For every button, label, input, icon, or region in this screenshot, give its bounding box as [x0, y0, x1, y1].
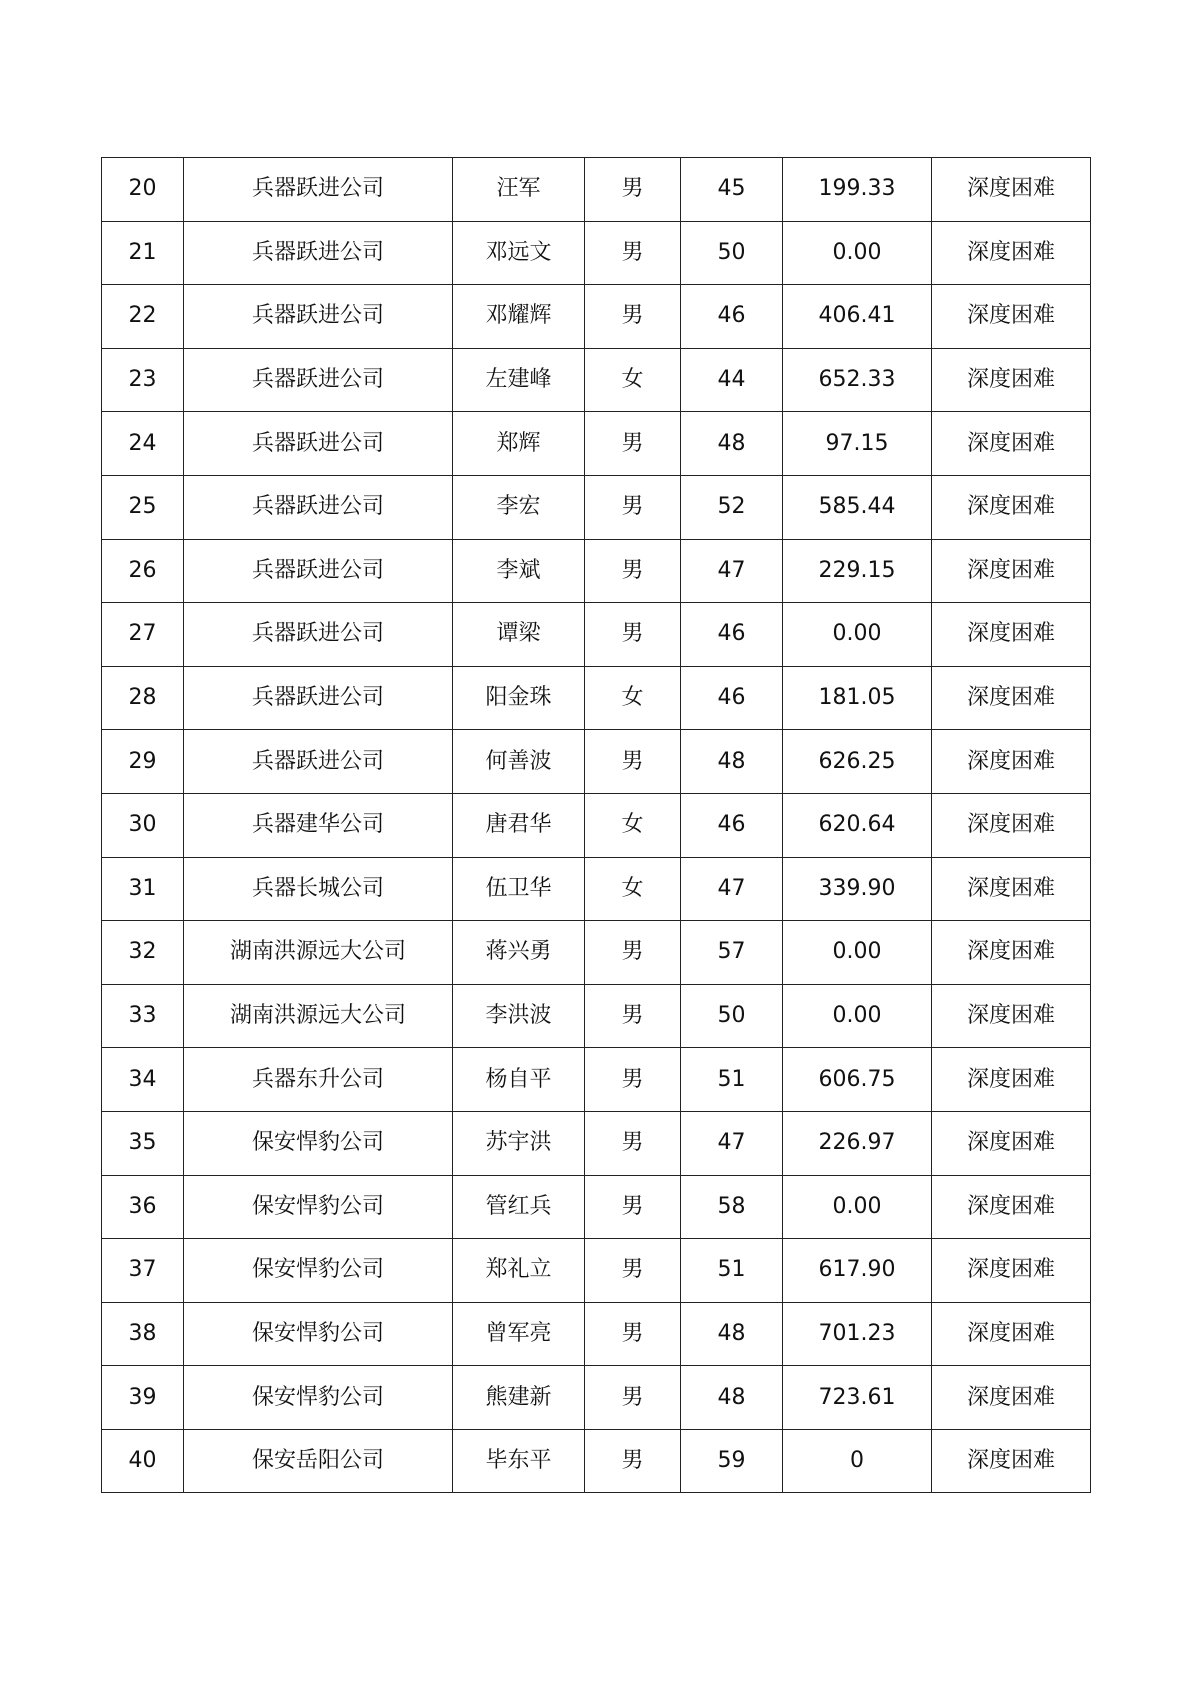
income-cell: 0 [783, 1429, 932, 1493]
hardship-category-cell: 深度困难 [932, 475, 1091, 539]
age-cell: 44 [681, 348, 783, 412]
company-cell: 兵器跃进公司 [184, 285, 453, 349]
person-name-cell: 邓耀辉 [453, 285, 585, 349]
company-cell: 保安岳阳公司 [184, 1429, 453, 1493]
table-row [102, 221, 1091, 285]
row-number-cell: 38 [102, 1302, 184, 1366]
hardship-category-cell: 深度困难 [932, 1302, 1091, 1366]
company-cell: 湖南洪源远大公司 [184, 984, 453, 1048]
gender-cell: 男 [585, 921, 681, 985]
person-name-cell: 郑辉 [453, 412, 585, 476]
gender-cell: 女 [585, 793, 681, 857]
person-name-cell: 熊建新 [453, 1366, 585, 1430]
hardship-category-cell: 深度困难 [932, 1048, 1091, 1112]
hardship-category-cell: 深度困难 [932, 730, 1091, 794]
income-cell: 181.05 [783, 666, 932, 730]
company-cell: 兵器跃进公司 [184, 412, 453, 476]
row-number-cell: 24 [102, 412, 184, 476]
income-cell: 652.33 [783, 348, 932, 412]
table-row [102, 1429, 1091, 1493]
gender-cell: 男 [585, 285, 681, 349]
gender-cell: 男 [585, 730, 681, 794]
table-row [102, 1366, 1091, 1430]
person-name-cell: 管红兵 [453, 1175, 585, 1239]
gender-cell: 男 [585, 1048, 681, 1112]
age-cell: 47 [681, 1111, 783, 1175]
hardship-category-cell: 深度困难 [932, 857, 1091, 921]
row-number-cell: 39 [102, 1366, 184, 1430]
table-row [102, 1111, 1091, 1175]
age-cell: 48 [681, 730, 783, 794]
age-cell: 46 [681, 666, 783, 730]
income-cell: 626.25 [783, 730, 932, 794]
age-cell: 48 [681, 412, 783, 476]
person-name-cell: 苏宇洪 [453, 1111, 585, 1175]
person-name-cell: 阳金珠 [453, 666, 585, 730]
gender-cell: 男 [585, 1111, 681, 1175]
gender-cell: 男 [585, 1302, 681, 1366]
age-cell: 46 [681, 285, 783, 349]
gender-cell: 男 [585, 539, 681, 603]
income-cell: 97.15 [783, 412, 932, 476]
table-row [102, 158, 1091, 222]
income-cell: 339.90 [783, 857, 932, 921]
hardship-category-cell: 深度困难 [932, 221, 1091, 285]
table-row [102, 1048, 1091, 1112]
row-number-cell: 20 [102, 158, 184, 222]
income-cell: 723.61 [783, 1366, 932, 1430]
company-cell: 兵器跃进公司 [184, 221, 453, 285]
gender-cell: 男 [585, 984, 681, 1048]
row-number-cell: 33 [102, 984, 184, 1048]
table-row [102, 857, 1091, 921]
income-cell: 0.00 [783, 221, 932, 285]
row-number-cell: 37 [102, 1239, 184, 1303]
income-cell: 0.00 [783, 984, 932, 1048]
gender-cell: 男 [585, 221, 681, 285]
company-cell: 保安悍豹公司 [184, 1239, 453, 1303]
company-cell: 兵器跃进公司 [184, 348, 453, 412]
gender-cell: 男 [585, 412, 681, 476]
row-number-cell: 27 [102, 603, 184, 667]
hardship-category-cell: 深度困难 [932, 1366, 1091, 1430]
row-number-cell: 25 [102, 475, 184, 539]
gender-cell: 女 [585, 348, 681, 412]
age-cell: 51 [681, 1048, 783, 1112]
row-number-cell: 30 [102, 793, 184, 857]
income-cell: 229.15 [783, 539, 932, 603]
person-name-cell: 伍卫华 [453, 857, 585, 921]
income-cell: 406.41 [783, 285, 932, 349]
table-row [102, 984, 1091, 1048]
row-number-cell: 22 [102, 285, 184, 349]
age-cell: 48 [681, 1302, 783, 1366]
gender-cell: 男 [585, 1429, 681, 1493]
age-cell: 47 [681, 539, 783, 603]
row-number-cell: 28 [102, 666, 184, 730]
income-cell: 0.00 [783, 603, 932, 667]
age-cell: 52 [681, 475, 783, 539]
age-cell: 59 [681, 1429, 783, 1493]
table-row [102, 603, 1091, 667]
company-cell: 兵器跃进公司 [184, 730, 453, 794]
gender-cell: 男 [585, 1239, 681, 1303]
table-row [102, 348, 1091, 412]
person-name-cell: 谭梁 [453, 603, 585, 667]
hardship-category-cell: 深度困难 [932, 539, 1091, 603]
company-cell: 保安悍豹公司 [184, 1302, 453, 1366]
hardship-category-cell: 深度困难 [932, 603, 1091, 667]
row-number-cell: 21 [102, 221, 184, 285]
table-row [102, 539, 1091, 603]
gender-cell: 男 [585, 603, 681, 667]
income-cell: 617.90 [783, 1239, 932, 1303]
age-cell: 46 [681, 793, 783, 857]
hardship-category-cell: 深度困难 [932, 412, 1091, 476]
row-number-cell: 26 [102, 539, 184, 603]
person-name-cell: 唐君华 [453, 793, 585, 857]
income-cell: 0.00 [783, 1175, 932, 1239]
table-row [102, 730, 1091, 794]
hardship-category-cell: 深度困难 [932, 285, 1091, 349]
person-name-cell: 蒋兴勇 [453, 921, 585, 985]
table-row [102, 666, 1091, 730]
age-cell: 58 [681, 1175, 783, 1239]
hardship-category-cell: 深度困难 [932, 921, 1091, 985]
gender-cell: 男 [585, 158, 681, 222]
hardship-category-cell: 深度困难 [932, 1175, 1091, 1239]
person-name-cell: 汪军 [453, 158, 585, 222]
company-cell: 保安悍豹公司 [184, 1366, 453, 1430]
table-row [102, 793, 1091, 857]
row-number-cell: 23 [102, 348, 184, 412]
hardship-category-cell: 深度困难 [932, 793, 1091, 857]
gender-cell: 女 [585, 666, 681, 730]
company-cell: 保安悍豹公司 [184, 1175, 453, 1239]
hardship-roster-table [101, 157, 1091, 1493]
hardship-category-cell: 深度困难 [932, 1111, 1091, 1175]
income-cell: 199.33 [783, 158, 932, 222]
row-number-cell: 35 [102, 1111, 184, 1175]
company-cell: 兵器跃进公司 [184, 539, 453, 603]
person-name-cell: 何善波 [453, 730, 585, 794]
company-cell: 兵器跃进公司 [184, 666, 453, 730]
hardship-category-cell: 深度困难 [932, 158, 1091, 222]
gender-cell: 男 [585, 1366, 681, 1430]
person-name-cell: 曾军亮 [453, 1302, 585, 1366]
row-number-cell: 40 [102, 1429, 184, 1493]
table-row [102, 1302, 1091, 1366]
company-cell: 兵器跃进公司 [184, 603, 453, 667]
income-cell: 226.97 [783, 1111, 932, 1175]
gender-cell: 女 [585, 857, 681, 921]
table-row [102, 475, 1091, 539]
table-row [102, 285, 1091, 349]
person-name-cell: 毕东平 [453, 1429, 585, 1493]
person-name-cell: 李洪波 [453, 984, 585, 1048]
gender-cell: 男 [585, 475, 681, 539]
age-cell: 48 [681, 1366, 783, 1430]
table-row [102, 921, 1091, 985]
company-cell: 兵器跃进公司 [184, 158, 453, 222]
age-cell: 50 [681, 221, 783, 285]
person-name-cell: 李宏 [453, 475, 585, 539]
person-name-cell: 邓远文 [453, 221, 585, 285]
table-body [102, 158, 1091, 1493]
age-cell: 45 [681, 158, 783, 222]
company-cell: 兵器建华公司 [184, 793, 453, 857]
table-row [102, 412, 1091, 476]
person-name-cell: 郑礼立 [453, 1239, 585, 1303]
hardship-category-cell: 深度困难 [932, 666, 1091, 730]
table-row [102, 1239, 1091, 1303]
row-number-cell: 34 [102, 1048, 184, 1112]
income-cell: 620.64 [783, 793, 932, 857]
company-cell: 湖南洪源远大公司 [184, 921, 453, 985]
row-number-cell: 29 [102, 730, 184, 794]
gender-cell: 男 [585, 1175, 681, 1239]
hardship-category-cell: 深度困难 [932, 1429, 1091, 1493]
income-cell: 701.23 [783, 1302, 932, 1366]
row-number-cell: 36 [102, 1175, 184, 1239]
row-number-cell: 31 [102, 857, 184, 921]
age-cell: 57 [681, 921, 783, 985]
company-cell: 兵器跃进公司 [184, 475, 453, 539]
age-cell: 51 [681, 1239, 783, 1303]
income-cell: 0.00 [783, 921, 932, 985]
company-cell: 保安悍豹公司 [184, 1111, 453, 1175]
hardship-category-cell: 深度困难 [932, 1239, 1091, 1303]
income-cell: 606.75 [783, 1048, 932, 1112]
age-cell: 47 [681, 857, 783, 921]
person-name-cell: 杨自平 [453, 1048, 585, 1112]
person-name-cell: 李斌 [453, 539, 585, 603]
table-row [102, 1175, 1091, 1239]
row-number-cell: 32 [102, 921, 184, 985]
company-cell: 兵器长城公司 [184, 857, 453, 921]
age-cell: 50 [681, 984, 783, 1048]
age-cell: 46 [681, 603, 783, 667]
person-name-cell: 左建峰 [453, 348, 585, 412]
hardship-category-cell: 深度困难 [932, 348, 1091, 412]
company-cell: 兵器东升公司 [184, 1048, 453, 1112]
income-cell: 585.44 [783, 475, 932, 539]
hardship-category-cell: 深度困难 [932, 984, 1091, 1048]
